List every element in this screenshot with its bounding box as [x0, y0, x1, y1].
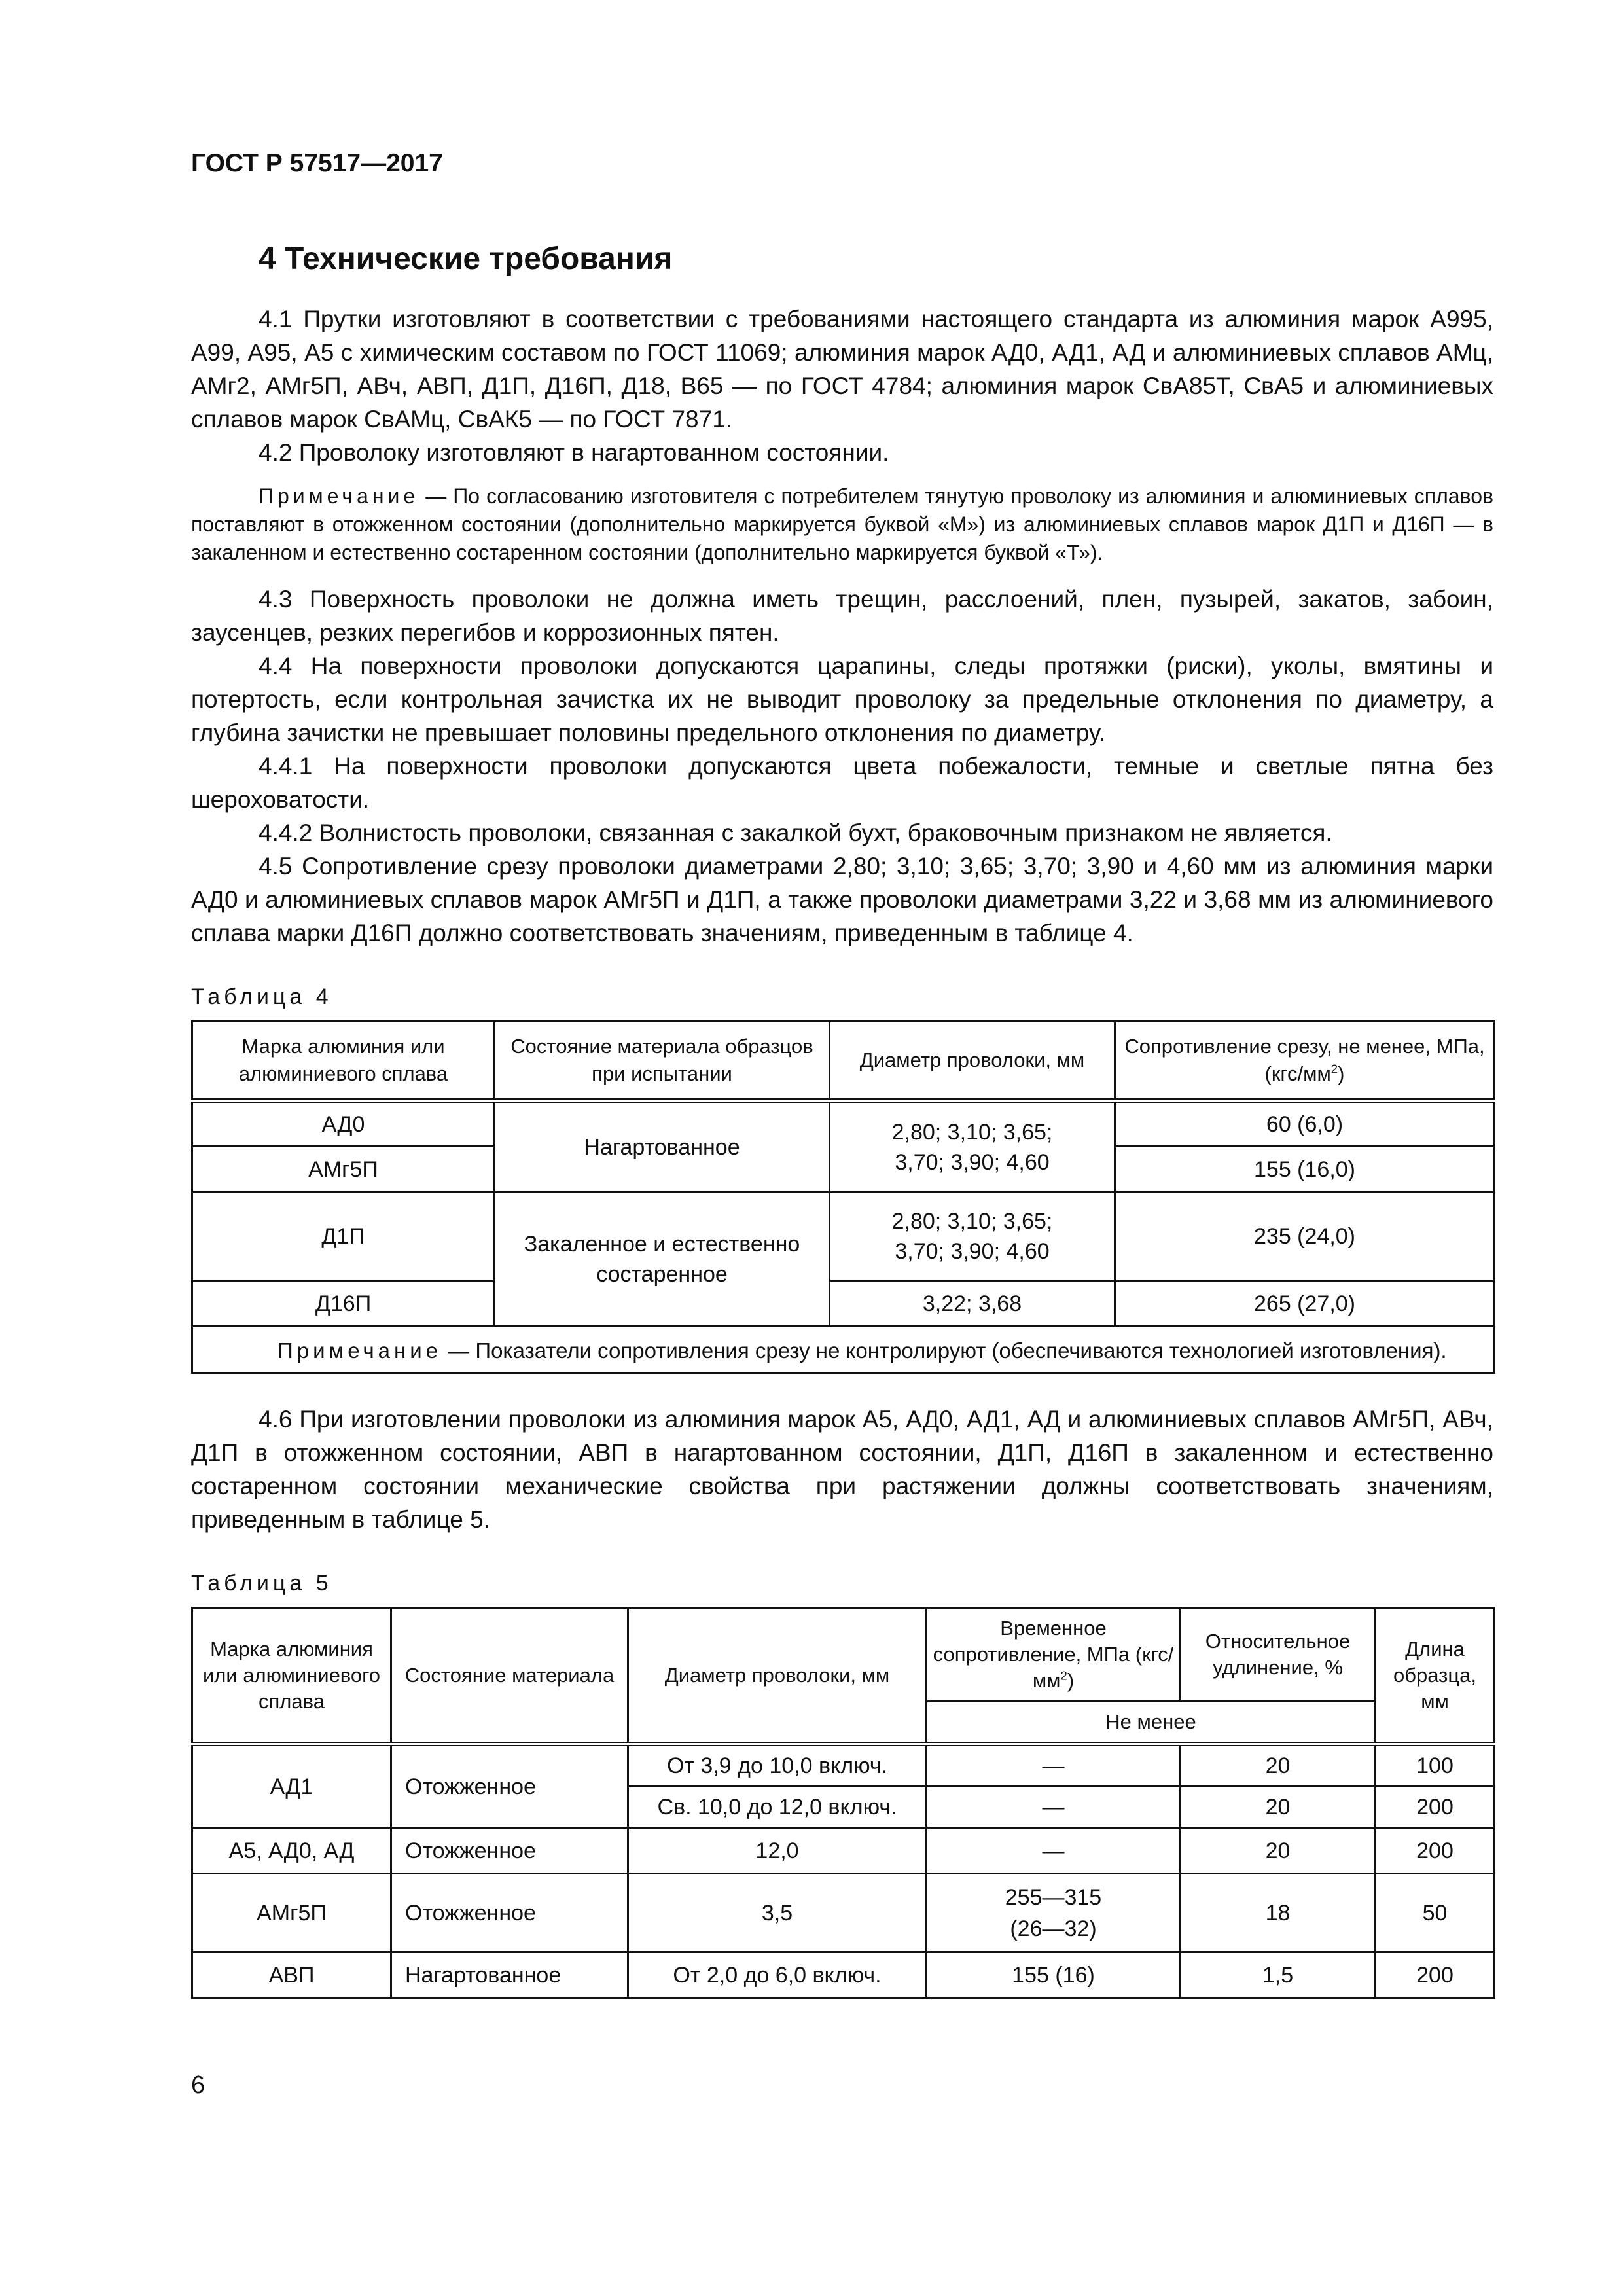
- t5-cell-state: Отожженное: [391, 1828, 628, 1874]
- table-row: [192, 1193, 1495, 1281]
- t4-cell-shear: 60 (6,0): [1115, 1101, 1495, 1147]
- t4-cell-grade: Д16П: [192, 1281, 495, 1327]
- t5-header-diameter: Диаметр проволоки, мм: [628, 1608, 927, 1744]
- t4-note-text: — Показатели сопротивления срезу не контролируют (обеспечиваются технологией изготовления).: [442, 1338, 1447, 1363]
- paragraph-4-3: 4.3 Поверхность проволоки не должна иметь трещин, расслоений, плен, пузырей, закатов, забоин, заусенцев, резких перегибов и коррозионных пятен.: [191, 586, 1493, 646]
- t5-header-strength-text: Временное сопротивление, МПа (кгс/мм: [933, 1617, 1174, 1692]
- t5-cell-state: Отожженное: [391, 1874, 628, 1952]
- t5-cell-diameter: Св. 10,0 до 12,0 включ.: [628, 1787, 927, 1828]
- paragraph-4-5: 4.5 Сопротивление срезу проволоки диаметрами 2,80; 3,10; 3,65; 3,70; 3,90 и 4,60 мм из алюминия марки АД0 и алюминиевых сплавов марок АМг5П и Д1П, а также проволоки диаметрами 3,22 и 3,68 мм из алюминиевого сплава марки Д16П должно соответствовать значениям, приведенным в таблице 4.: [191, 853, 1493, 946]
- paragraph-4-6: 4.6 При изготовлении проволоки из алюминия марок А5, АД0, АД1, АД и алюминиевых сплавов АМг5П, АВч, Д1П в отожженном состоянии, АВП в нагартованном состоянии, Д1П, Д16П в закаленном и естественно состаренном состоянии механические свойства при растяжении должны соответствовать значениям, приведенным в таблице 5.: [191, 1406, 1493, 1533]
- t5-cell-grade: АМг5П: [192, 1874, 391, 1952]
- paragraph-4-4-2: 4.4.2 Волнистость проволоки, связанная с закалкой бухт, браковочным признаком не является.: [259, 819, 1332, 846]
- t5-header-strength-end: ): [1067, 1669, 1075, 1692]
- t4-cell-shear: 155 (16,0): [1115, 1147, 1495, 1193]
- t5-cell-state: Нагартованное: [391, 1952, 628, 1998]
- table-4-caption: Таблица 4: [191, 984, 332, 1009]
- paragraph-4-4: 4.4 На поверхности проволоки допускаются царапины, следы протяжки (риски), уколы, вмятины и потертость, если контрольная зачистка их не выводит проволоку за предельные отклонения по диаметру, а глубина зачистки не превышает половины предельного отклонения по диаметру.: [191, 653, 1493, 746]
- table-5-caption: Таблица 5: [191, 1571, 332, 1596]
- t5-cell-elongation: 18: [1181, 1874, 1376, 1952]
- t4-header-grade: Марка алюминия или алюминиевого сплава: [192, 1022, 495, 1101]
- t5-cell-elongation: 20: [1181, 1787, 1376, 1828]
- t4-cell-state: Закаленное и естественно состаренное: [495, 1193, 830, 1327]
- t5-cell-length: 200: [1376, 1828, 1495, 1874]
- t5-cell-strength: [927, 1874, 1181, 1952]
- table-row: [192, 1101, 1495, 1147]
- t5-header-strength: [927, 1608, 1181, 1702]
- table-4-note-row: [192, 1327, 1495, 1373]
- t5-strength-line: 255—315: [1005, 1884, 1102, 1910]
- t5-cell-diameter: От 3,9 до 10,0 включ.: [628, 1744, 927, 1787]
- t5-header-strength-sup: 2: [1060, 1668, 1067, 1683]
- note-1: [191, 482, 1493, 567]
- t5-cell-length: 200: [1376, 1952, 1495, 1998]
- table-4: [191, 1020, 1495, 1374]
- t5-strength-line: (26—32): [1010, 1916, 1097, 1941]
- t4-note-label: Примечание: [277, 1338, 442, 1363]
- t4-diam-line: 2,80; 3,10; 3,65;: [891, 1119, 1053, 1145]
- document-page: [191, 148, 1493, 1999]
- t4-header-shear-text: Сопротивление срезу, не менее, МПа, (кгс/мм: [1124, 1035, 1485, 1085]
- t4-header-diameter: Диаметр проволоки, мм: [830, 1022, 1115, 1101]
- t4-cell-diameter: 3,22; 3,68: [830, 1281, 1115, 1327]
- page-number: 6: [191, 2072, 205, 2099]
- t4-cell-grade: АД0: [192, 1101, 495, 1147]
- t5-cell-strength: 155 (16): [927, 1952, 1181, 1998]
- t5-header-elongation: Относительное удлинение, %: [1181, 1608, 1376, 1702]
- table-5: [191, 1607, 1495, 1999]
- paragraph-4-2: 4.2 Проволоку изготовляют в нагартованном состоянии.: [259, 439, 889, 466]
- t4-cell-diameter: [830, 1193, 1115, 1281]
- table-row: [192, 1874, 1495, 1952]
- note-1-text: — По согласованию изготовителя с потребителем тянутую проволоку из алюминия и алюминиевых сплавов поставляют в отожженном состоянии (дополнительно маркируется буквой «М») из алюминиевых сплавов марок Д1П и Д16П — в закаленном и естественно состаренном состоянии (дополнительно маркируется буквой «Т»).: [191, 484, 1493, 564]
- t4-cell-grade: АМг5П: [192, 1147, 495, 1193]
- document-id: ГОСТ Р 57517—2017: [191, 149, 443, 177]
- t5-cell-elongation: 1,5: [1181, 1952, 1376, 1998]
- t5-header-state: Состояние материала: [391, 1608, 628, 1744]
- t4-diam-line: 3,70; 3,90; 4,60: [895, 1239, 1050, 1264]
- table-4-header-row: [192, 1022, 1495, 1101]
- t5-cell-strength: —: [927, 1744, 1181, 1787]
- table-row: [192, 1828, 1495, 1874]
- t4-cell-shear: 265 (27,0): [1115, 1281, 1495, 1327]
- t4-diam-line: 3,70; 3,90; 4,60: [895, 1149, 1050, 1175]
- section-title: 4 Технические требования: [259, 242, 673, 276]
- t5-cell-diameter: 3,5: [628, 1874, 927, 1952]
- table-row: [192, 1744, 1495, 1787]
- table-4-note: [192, 1327, 1495, 1373]
- table-5-header-row: [192, 1608, 1495, 1702]
- t5-cell-grade: АД1: [192, 1744, 391, 1828]
- table-row: [192, 1952, 1495, 1998]
- paragraph-4-4-1: 4.4.1 На поверхности проволоки допускаются цвета побежалости, темные и светлые пятна без шероховатости.: [191, 753, 1493, 813]
- t4-header-shear-end: ): [1338, 1062, 1345, 1085]
- t5-cell-length: 100: [1376, 1744, 1495, 1787]
- t4-header-shear-sup: 2: [1330, 1062, 1338, 1076]
- t5-cell-strength: —: [927, 1828, 1181, 1874]
- body-text-2: [191, 1403, 1493, 1536]
- note-1-label: Примечание: [259, 484, 419, 508]
- t5-cell-strength: —: [927, 1787, 1181, 1828]
- t5-cell-elongation: 20: [1181, 1828, 1376, 1874]
- t4-cell-grade: Д1П: [192, 1193, 495, 1281]
- t5-header-not-less: Не менее: [927, 1702, 1376, 1744]
- table-row: [192, 1281, 1495, 1327]
- t5-cell-grade: А5, АД0, АД: [192, 1828, 391, 1874]
- body-text: [191, 302, 1493, 950]
- t4-cell-diameter: [830, 1101, 1115, 1193]
- paragraph-4-1: 4.1 Прутки изготовляют в соответствии с требованиями настоящего стандарта из алюминия марок А995, А99, А95, А5 с химическим составом по ГОСТ 11069; алюминия марок АД0, АД1, АД и алюминиевых сплавов АМц, АМг2, АМг5П, АВч, АВП, Д1П, Д16П, Д18, В65 — по ГОСТ 4784; алюминия марок СвА85Т, СвА5 и алюминиевых сплавов марок СвАМц, СвАК5 — по ГОСТ 7871.: [191, 306, 1493, 433]
- t5-cell-state: Отожженное: [391, 1744, 628, 1828]
- t5-header-grade: Марка алюминия или алюминиевого сплава: [192, 1608, 391, 1744]
- t5-cell-length: 200: [1376, 1787, 1495, 1828]
- t5-cell-diameter: 12,0: [628, 1828, 927, 1874]
- t5-cell-length: 50: [1376, 1874, 1495, 1952]
- t4-diam-line: 2,80; 3,10; 3,65;: [891, 1209, 1053, 1234]
- t4-header-state: Состояние материала образцов при испытании: [495, 1022, 830, 1101]
- t5-cell-elongation: 20: [1181, 1744, 1376, 1787]
- t5-header-length: Длина образца, мм: [1376, 1608, 1495, 1744]
- t5-cell-diameter: От 2,0 до 6,0 включ.: [628, 1952, 927, 1998]
- t4-cell-shear: 235 (24,0): [1115, 1193, 1495, 1281]
- t4-header-shear: [1115, 1022, 1495, 1101]
- t5-cell-grade: АВП: [192, 1952, 391, 1998]
- t4-cell-state: Нагартованное: [495, 1101, 830, 1193]
